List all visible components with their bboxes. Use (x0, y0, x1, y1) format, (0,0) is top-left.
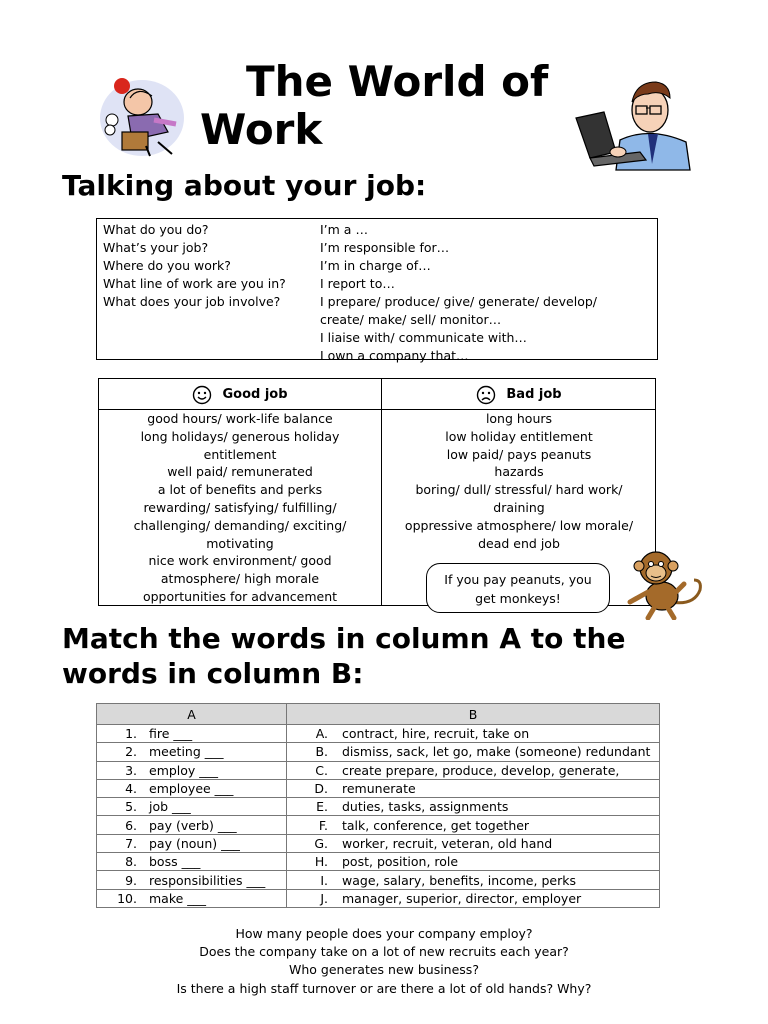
bad-job-label: Bad job (506, 387, 562, 403)
item-synonyms: duties, tasks, assignments (342, 799, 509, 815)
table-row (97, 798, 660, 816)
good-job-label: Good job (222, 387, 288, 403)
column-a-cell (97, 816, 287, 834)
page-title-line1: The World of (246, 57, 549, 106)
phrase-answer: I liaise with/ communicate with… (320, 330, 527, 345)
speech-bubble-line2: get monkeys! (475, 591, 561, 606)
item-synonyms: create prepare, produce, develop, generate, (342, 762, 620, 778)
item-word: meeting ___ (149, 744, 224, 760)
phrase-answer: I report to… (320, 276, 395, 291)
bad-job-item: long hours (485, 411, 553, 426)
discussion-question: Is there a high staff turnover or are there a lot of old hands? Why? (176, 980, 592, 996)
column-a-cell (97, 834, 287, 852)
phrase-answer: create/ make/ sell/ monitor… (320, 312, 502, 327)
item-synonyms: dismiss, sack, let go, make (someone) redundant (342, 744, 651, 760)
page-title-line2: Work (200, 105, 323, 154)
good-job-header (99, 383, 381, 407)
item-word: pay (noun) ___ (149, 835, 240, 851)
table-row (97, 871, 660, 889)
questions-column (103, 221, 286, 311)
item-letter: C. (315, 762, 328, 778)
column-a-cell (97, 743, 287, 761)
phrases-table (96, 218, 658, 363)
item-number: 8. (125, 854, 137, 870)
bad-job-item: low holiday entitlement (445, 428, 593, 444)
table-row (97, 761, 660, 779)
item-number: 6. (125, 817, 137, 833)
bad-job-item: oppressive atmosphere/ low morale/ (404, 517, 634, 533)
column-b-cell (287, 761, 660, 779)
good-job-list (101, 410, 379, 606)
item-letter: B. (315, 744, 328, 760)
good-job-item: good hours/ work-life balance (147, 411, 333, 426)
item-word: boss ___ (149, 854, 201, 870)
good-job-item: atmosphere/ high morale (160, 571, 320, 587)
bad-job-item: boring/ dull/ stressful/ hard work/ (415, 482, 623, 498)
businessman-clipart (98, 76, 190, 158)
phrase-question: What does your job involve? (103, 294, 281, 309)
column-a-header: A (97, 704, 287, 725)
item-synonyms: talk, conference, get together (342, 817, 530, 833)
item-number: 3. (125, 762, 137, 778)
item-letter: G. (314, 835, 328, 851)
smiley-icon (192, 385, 212, 405)
column-b-header: B (287, 704, 660, 725)
item-letter: H. (314, 854, 328, 870)
discussion-questions (96, 925, 672, 998)
item-synonyms: manager, superior, director, employer (342, 890, 582, 906)
column-b-cell (287, 853, 660, 871)
item-word: job ___ (149, 799, 191, 815)
item-number: 9. (125, 872, 137, 888)
discussion-question: How many people does your company employ? (235, 926, 533, 941)
column-a-cell (97, 761, 287, 779)
column-b-cell (287, 816, 660, 834)
item-number: 1. (125, 726, 137, 742)
table-row (97, 743, 660, 761)
good-job-item: a lot of benefits and perks (157, 482, 323, 498)
item-letter: A. (315, 726, 328, 742)
phrase-answer: I’m responsible for… (320, 240, 450, 255)
item-synonyms: remunerate (342, 781, 416, 797)
table-row (97, 816, 660, 834)
column-a-cell (97, 725, 287, 743)
good-job-item: rewarding/ satisfying/ fulfilling/ (143, 499, 337, 515)
bad-job-item: hazards (494, 464, 544, 480)
page-title (200, 58, 600, 154)
column-b-cell (287, 798, 660, 816)
good-job-item: nice work environment/ good (148, 553, 332, 569)
phrase-answer: I’m in charge of… (320, 258, 431, 273)
column-b-cell (287, 871, 660, 889)
discussion-question: Does the company take on a lot of new recruits each year? (199, 944, 569, 960)
phrase-answer: I own a company that… (320, 348, 469, 363)
item-number: 7. (125, 835, 137, 851)
column-b-cell (287, 725, 660, 743)
item-letter: F. (318, 817, 328, 833)
phrase-question: What’s your job? (103, 240, 209, 255)
good-job-item: motivating (206, 535, 274, 551)
table-row (97, 853, 660, 871)
table-row (97, 725, 660, 743)
good-job-item: entitlement (203, 446, 277, 462)
answers-column (320, 221, 650, 365)
good-job-item: challenging/ demanding/ exciting/ (133, 517, 347, 533)
speech-bubble-line1: If you pay peanuts, you (444, 572, 592, 587)
item-letter: J. (320, 890, 328, 906)
item-synonyms: contract, hire, recruit, take on (342, 726, 530, 742)
phrase-question: Where do you work? (103, 258, 231, 273)
column-a-cell (97, 779, 287, 797)
discussion-question: Who generates new business? (289, 962, 479, 978)
table-row (97, 779, 660, 797)
item-number: 2. (125, 744, 137, 760)
column-a-cell (97, 798, 287, 816)
match-heading-line2: words in column B: (62, 657, 364, 690)
bad-job-header (382, 383, 656, 407)
item-word: pay (verb) ___ (149, 817, 237, 833)
good-job-item: long holidays/ generous holiday (140, 428, 340, 444)
good-job-item: well paid/ remunerated (167, 464, 313, 480)
column-b-cell (287, 834, 660, 852)
item-word: responsibilities ___ (149, 872, 266, 888)
item-synonyms: wage, salary, benefits, income, perks (342, 872, 576, 888)
item-number: 10. (117, 890, 137, 906)
good-job-item: opportunities for advancement (142, 588, 338, 604)
phrase-answer: I prepare/ produce/ give/ generate/ develop/ (320, 294, 598, 309)
item-word: employ ___ (149, 762, 219, 778)
column-b-cell (287, 743, 660, 761)
item-synonyms: worker, recruit, veteran, old hand (342, 835, 553, 851)
item-letter: D. (314, 781, 328, 797)
match-heading-line1: Match the words in column A to the (62, 622, 626, 655)
item-letter: E. (316, 799, 328, 815)
frowny-icon (476, 385, 496, 405)
bad-job-list (384, 410, 654, 552)
item-synonyms: post, position, role (342, 854, 459, 870)
table-row (97, 889, 660, 907)
item-word: employee ___ (149, 781, 234, 797)
column-b-cell (287, 889, 660, 907)
bad-job-item: draining (493, 499, 545, 515)
column-a-cell (97, 871, 287, 889)
item-number: 5. (125, 799, 137, 815)
phrase-answer: I’m a … (320, 222, 368, 237)
table-row (97, 834, 660, 852)
section-heading-match (62, 621, 625, 691)
item-word: fire ___ (149, 726, 193, 742)
phrase-question: What do you do? (103, 222, 209, 237)
monkey-clipart (620, 546, 704, 620)
match-table (96, 703, 660, 908)
column-b-cell (287, 779, 660, 797)
item-letter: I. (320, 872, 328, 888)
speech-bubble (426, 563, 610, 613)
item-number: 4. (125, 781, 137, 797)
column-a-cell (97, 853, 287, 871)
column-a-cell (97, 889, 287, 907)
bad-job-item: low paid/ pays peanuts (446, 446, 592, 462)
bad-job-item: dead end job (478, 535, 560, 551)
phrase-question: What line of work are you in? (103, 276, 286, 291)
section-heading-talking: Talking about your job: (62, 169, 427, 202)
item-word: make ___ (149, 890, 207, 906)
